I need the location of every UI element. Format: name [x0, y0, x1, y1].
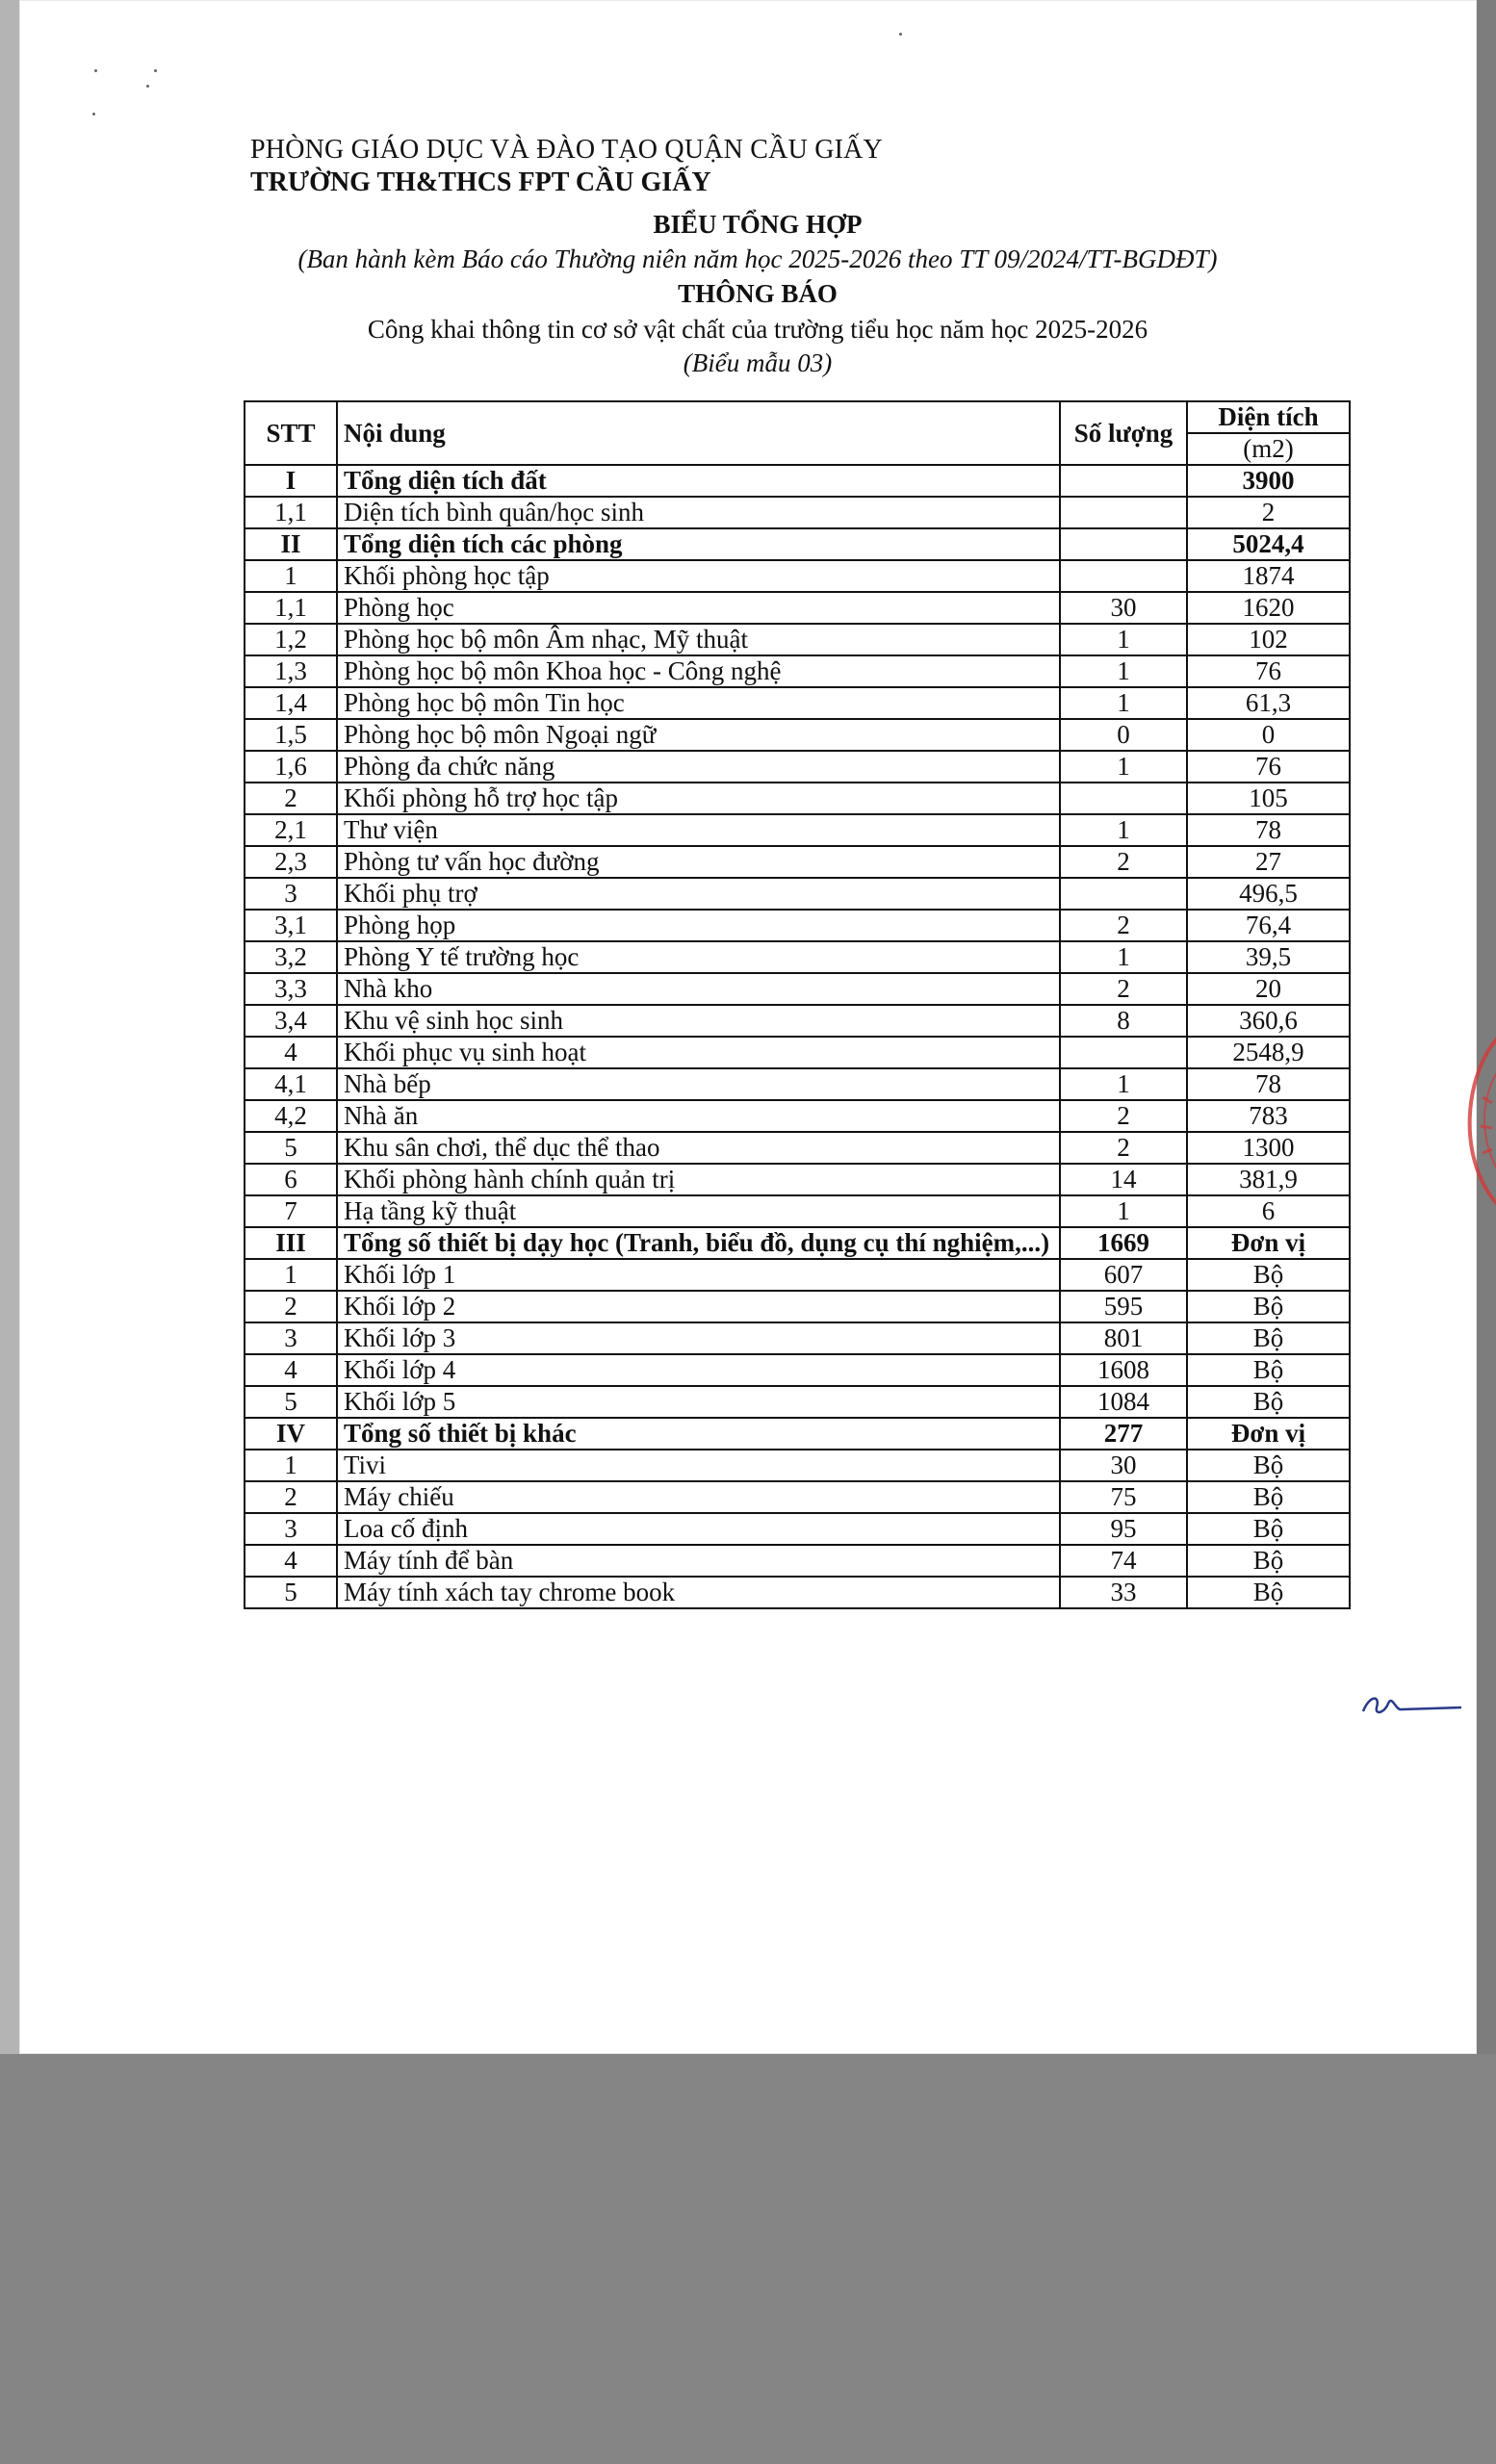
row-quantity: 595	[1060, 1291, 1187, 1322]
row-content: Loa cố định	[337, 1513, 1060, 1545]
row-stt: 1	[245, 560, 337, 592]
row-quantity: 607	[1060, 1259, 1187, 1291]
table-row	[245, 1545, 1350, 1577]
table-row	[245, 1227, 1350, 1259]
row-content: Phòng học bộ môn Khoa học - Công nghệ	[337, 655, 1060, 687]
row-area: Bộ	[1187, 1259, 1350, 1291]
row-content: Phòng Y tế trường học	[337, 941, 1060, 973]
table-row	[245, 497, 1350, 528]
row-stt: 4,1	[245, 1068, 337, 1100]
row-quantity: 1	[1060, 624, 1187, 655]
table-row	[245, 878, 1350, 910]
row-area: Bộ	[1187, 1386, 1350, 1418]
row-stt: 1,2	[245, 624, 337, 655]
table-row	[245, 1450, 1350, 1481]
row-stt: 4	[245, 1037, 337, 1068]
scan-speck	[154, 69, 157, 72]
table-row	[245, 719, 1350, 751]
table-row	[245, 624, 1350, 655]
row-stt: 3,3	[245, 973, 337, 1005]
table-row	[245, 751, 1350, 783]
row-quantity	[1060, 783, 1187, 814]
table-row	[245, 846, 1350, 878]
row-quantity	[1060, 528, 1187, 560]
row-quantity: 2	[1060, 1100, 1187, 1132]
row-content: Khối phòng hành chính quản trị	[337, 1164, 1060, 1195]
notice-description: Công khai thông tin cơ sở vật chất của trường tiểu học năm học 2025-2026	[367, 315, 1148, 344]
table-row	[245, 814, 1350, 846]
table-row	[245, 1164, 1350, 1195]
row-quantity: 1	[1060, 751, 1187, 783]
row-area: 1874	[1187, 560, 1350, 592]
row-stt: 1,1	[245, 592, 337, 624]
row-area: 76,4	[1187, 910, 1350, 941]
table-row	[245, 528, 1350, 560]
row-stt: 1,4	[245, 687, 337, 719]
row-content: Phòng học bộ môn Âm nhạc, Mỹ thuật	[337, 624, 1060, 655]
table-row	[245, 1481, 1350, 1513]
table-row	[245, 1513, 1350, 1545]
row-stt: 2	[245, 783, 337, 814]
row-content: Tổng diện tích đất	[337, 465, 1060, 497]
row-content: Khu vệ sinh học sinh	[337, 1005, 1060, 1037]
summary-title: BIỂU TỔNG HỢP	[653, 210, 863, 239]
table-row	[245, 560, 1350, 592]
row-stt: 7	[245, 1195, 337, 1227]
row-stt: 2	[245, 1291, 337, 1322]
row-stt: 4	[245, 1354, 337, 1386]
row-content: Khối phòng học tập	[337, 560, 1060, 592]
row-content: Tổng số thiết bị dạy học (Tranh, biểu đồ, dụng cụ thí nghiệm,...)	[337, 1227, 1060, 1259]
row-stt: 1	[245, 1259, 337, 1291]
row-content: Khối phòng hỗ trợ học tập	[337, 783, 1060, 814]
table-row	[245, 1005, 1350, 1037]
row-area: 20	[1187, 973, 1350, 1005]
row-content: Phòng học bộ môn Ngoại ngữ	[337, 719, 1060, 751]
row-quantity	[1060, 560, 1187, 592]
row-stt: 5	[245, 1132, 337, 1164]
row-content: Khối lớp 3	[337, 1322, 1060, 1354]
signature-mark	[1359, 1686, 1465, 1721]
row-content: Máy chiếu	[337, 1481, 1060, 1513]
row-stt: 3	[245, 1513, 337, 1545]
row-area: 76	[1187, 655, 1350, 687]
row-quantity: 2	[1060, 973, 1187, 1005]
row-stt: IV	[245, 1418, 337, 1450]
row-quantity: 1	[1060, 1068, 1187, 1100]
row-area: 783	[1187, 1100, 1350, 1132]
header-area-unit: (m2)	[1187, 433, 1350, 465]
row-content: Tổng số thiết bị khác	[337, 1418, 1060, 1450]
table-row	[245, 655, 1350, 687]
row-stt: 3	[245, 878, 337, 910]
table-row	[245, 1577, 1350, 1608]
row-quantity: 277	[1060, 1418, 1187, 1450]
row-content: Máy tính xách tay chrome book	[337, 1577, 1060, 1608]
row-stt: 2,3	[245, 846, 337, 878]
table-row	[245, 592, 1350, 624]
row-content: Phòng họp	[337, 910, 1060, 941]
page-right-edge	[1477, 0, 1496, 2054]
row-area: 6	[1187, 1195, 1350, 1227]
row-quantity: 30	[1060, 592, 1187, 624]
row-content: Thư viện	[337, 814, 1060, 846]
row-stt: 1,5	[245, 719, 337, 751]
row-content: Nhà ăn	[337, 1100, 1060, 1132]
scan-speck	[146, 85, 149, 88]
row-stt: 3,4	[245, 1005, 337, 1037]
row-stt: 2,1	[245, 814, 337, 846]
row-area: 78	[1187, 814, 1350, 846]
row-quantity	[1060, 497, 1187, 528]
row-quantity: 8	[1060, 1005, 1187, 1037]
school-name: TRƯỜNG TH&THCS FPT CẦU GIẤY	[250, 167, 711, 197]
table-row	[245, 687, 1350, 719]
row-content: Phòng đa chức năng	[337, 751, 1060, 783]
row-area: 61,3	[1187, 687, 1350, 719]
row-area: 78	[1187, 1068, 1350, 1100]
department-name: PHÒNG GIÁO DỤC VÀ ĐÀO TẠO QUẬN CẦU GIẤY	[250, 135, 883, 165]
row-area: Đơn vị	[1187, 1418, 1350, 1450]
header-content: Nội dung	[337, 401, 1060, 465]
table-row	[245, 1418, 1350, 1450]
row-stt: 5	[245, 1577, 337, 1608]
row-area: 0	[1187, 719, 1350, 751]
row-quantity: 95	[1060, 1513, 1187, 1545]
row-quantity: 0	[1060, 719, 1187, 751]
row-stt: I	[245, 465, 337, 497]
row-quantity: 801	[1060, 1322, 1187, 1354]
row-quantity: 1	[1060, 1195, 1187, 1227]
header-quantity: Số lượng	[1060, 401, 1187, 465]
row-content: Máy tính để bàn	[337, 1545, 1060, 1577]
form-number: (Biểu mẫu 03)	[683, 348, 833, 377]
row-stt: 4,2	[245, 1100, 337, 1132]
row-quantity: 2	[1060, 1132, 1187, 1164]
table-row	[245, 1259, 1350, 1291]
row-area: 27	[1187, 846, 1350, 878]
row-stt: 1,3	[245, 655, 337, 687]
row-content: Khối lớp 1	[337, 1259, 1060, 1291]
row-area: 2548,9	[1187, 1037, 1350, 1068]
row-content: Phòng học	[337, 592, 1060, 624]
row-quantity: 2	[1060, 910, 1187, 941]
row-area: 360,6	[1187, 1005, 1350, 1037]
row-area: Bộ	[1187, 1577, 1350, 1608]
row-stt: 3,1	[245, 910, 337, 941]
table-row	[245, 783, 1350, 814]
table-body	[245, 465, 1350, 1608]
scan-speck	[899, 33, 902, 36]
row-area: Bộ	[1187, 1354, 1350, 1386]
row-quantity: 75	[1060, 1481, 1187, 1513]
row-quantity: 1084	[1060, 1386, 1187, 1418]
row-quantity: 1	[1060, 655, 1187, 687]
scan-speck	[94, 69, 97, 72]
row-quantity: 74	[1060, 1545, 1187, 1577]
table-row	[245, 941, 1350, 973]
row-area: 1620	[1187, 592, 1350, 624]
row-quantity: 14	[1060, 1164, 1187, 1195]
table-row	[245, 1132, 1350, 1164]
row-area: Đơn vị	[1187, 1227, 1350, 1259]
row-quantity	[1060, 878, 1187, 910]
row-quantity	[1060, 465, 1187, 497]
row-quantity: 1669	[1060, 1227, 1187, 1259]
row-area: Bộ	[1187, 1545, 1350, 1577]
row-area: 2	[1187, 497, 1350, 528]
row-content: Phòng học bộ môn Tin học	[337, 687, 1060, 719]
row-quantity: 1	[1060, 687, 1187, 719]
row-stt: III	[245, 1227, 337, 1259]
row-stt: 2	[245, 1481, 337, 1513]
row-stt: 6	[245, 1164, 337, 1195]
table-row	[245, 1037, 1350, 1068]
row-content: Khối phục vụ sinh hoạt	[337, 1037, 1060, 1068]
row-stt: 3,2	[245, 941, 337, 973]
row-content: Khu sân chơi, thể dục thể thao	[337, 1132, 1060, 1164]
row-quantity: 1608	[1060, 1354, 1187, 1386]
row-area: 381,9	[1187, 1164, 1350, 1195]
row-stt: II	[245, 528, 337, 560]
row-area: 3900	[1187, 465, 1350, 497]
row-area: 5024,4	[1187, 528, 1350, 560]
table-row	[245, 1291, 1350, 1322]
row-content: Khối lớp 5	[337, 1386, 1060, 1418]
row-quantity	[1060, 1037, 1187, 1068]
table-row	[245, 1354, 1350, 1386]
table-row	[245, 1386, 1350, 1418]
row-content: Khối lớp 4	[337, 1354, 1060, 1386]
facilities-table	[244, 400, 1351, 1609]
table-row	[245, 465, 1350, 497]
row-content: Tổng diện tích các phòng	[337, 528, 1060, 560]
row-quantity: 1	[1060, 814, 1187, 846]
row-stt: 4	[245, 1545, 337, 1577]
table-row	[245, 1100, 1350, 1132]
row-area: 105	[1187, 783, 1350, 814]
row-stt: 1,1	[245, 497, 337, 528]
row-content: Nhà bếp	[337, 1068, 1060, 1100]
table-row	[245, 1322, 1350, 1354]
row-area: Bộ	[1187, 1450, 1350, 1481]
header-stt: STT	[245, 401, 337, 465]
red-stamp-edge	[1444, 1030, 1496, 1213]
row-area: Bộ	[1187, 1322, 1350, 1354]
row-area: Bộ	[1187, 1513, 1350, 1545]
row-area: 76	[1187, 751, 1350, 783]
row-area: 39,5	[1187, 941, 1350, 973]
row-quantity: 30	[1060, 1450, 1187, 1481]
row-content: Phòng tư vấn học đường	[337, 846, 1060, 878]
row-stt: 1,6	[245, 751, 337, 783]
row-area: 102	[1187, 624, 1350, 655]
row-content: Tivi	[337, 1450, 1060, 1481]
row-content: Hạ tầng kỹ thuật	[337, 1195, 1060, 1227]
row-content: Khối lớp 2	[337, 1291, 1060, 1322]
row-stt: 5	[245, 1386, 337, 1418]
issued-with-note: (Ban hành kèm Báo cáo Thường niên năm học 2025-2026 theo TT 09/2024/TT-BGDĐT)	[297, 244, 1218, 273]
row-area: 496,5	[1187, 878, 1350, 910]
table-row	[245, 1068, 1350, 1100]
table-row	[245, 973, 1350, 1005]
row-area: Bộ	[1187, 1291, 1350, 1322]
row-quantity: 33	[1060, 1577, 1187, 1608]
row-area: Bộ	[1187, 1481, 1350, 1513]
table-row	[245, 910, 1350, 941]
row-stt: 1	[245, 1450, 337, 1481]
row-content: Nhà kho	[337, 973, 1060, 1005]
row-quantity: 2	[1060, 846, 1187, 878]
row-content: Khối phụ trợ	[337, 878, 1060, 910]
row-content: Diện tích bình quân/học sinh	[337, 497, 1060, 528]
page-left-edge	[0, 0, 19, 2054]
notice-title: THÔNG BÁO	[678, 279, 838, 308]
row-stt: 3	[245, 1322, 337, 1354]
scan-speck	[92, 113, 95, 116]
row-area: 1300	[1187, 1132, 1350, 1164]
row-quantity: 1	[1060, 941, 1187, 973]
header-area: Diện tích	[1187, 401, 1350, 433]
table-row	[245, 1195, 1350, 1227]
